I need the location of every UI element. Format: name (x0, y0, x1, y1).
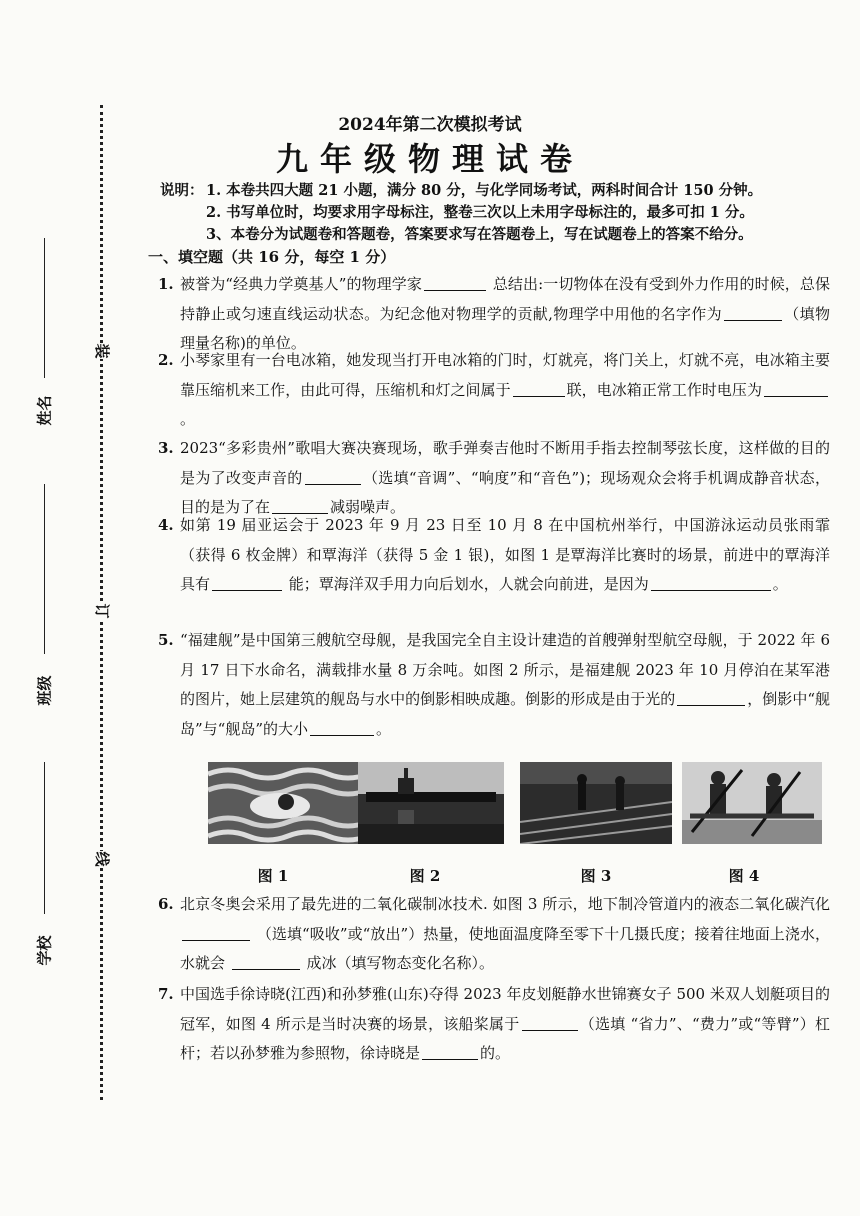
question-5 (158, 626, 830, 744)
question-text: 联，电冰箱正常工作时电压为 (566, 380, 762, 399)
question-text: （选填“音调”、“响度”和“音色”)；现场观众会将手机调成静音状态，目的是为了在 (180, 468, 830, 516)
question-number: 6. (158, 895, 174, 913)
question-text: 。 (180, 410, 196, 428)
question-text: 小琴家里有一台电冰箱，她发现当打开电冰箱的门时，灯就亮，将门关上，灯就不亮，电冰箱主要靠压缩机来工作，由此可得，压缩机和灯之间属于 (180, 351, 830, 399)
answer-blank[interactable] (182, 924, 250, 941)
instruction-item: 3、本卷分为试题卷和答题卷，答案要求写在答题卷上，写在试题卷上的答案不给分。 (206, 226, 753, 243)
question-number: 3. (158, 439, 174, 457)
question-2 (158, 346, 830, 435)
question-number: 1. (158, 275, 174, 293)
question-text: 减弱噪声。 (330, 498, 406, 516)
answer-blank[interactable] (424, 274, 486, 291)
question-text: 。 (376, 719, 392, 738)
question-text: 如第 19 届亚运会于 2023 年 9 月 23 日至 10 月 8 在中国杭州举行，中国游泳运动员张雨霏（获得 6 枚金牌）和覃海洋（获得 5 金 1 银)，如图 1 是覃海洋比赛时的场景，前进中的覃海洋具有 (180, 516, 830, 593)
figure-3-caption: 图 3 (580, 867, 612, 885)
question-text: 被誉为“经典力学奠基人”的物理学家 (180, 275, 422, 293)
question-number: 7. (158, 985, 174, 1003)
question-text: （选填“吸收”或“放出”）热量，使地面温度降至零下十几摄氏度；接着往地面上浇水，水就会 (180, 924, 830, 972)
answer-blank[interactable] (724, 304, 782, 321)
answer-blank[interactable] (764, 380, 828, 397)
answer-blank[interactable] (310, 719, 374, 736)
figure-4-caption: 图 4 (728, 867, 760, 885)
question-text: 。 (772, 575, 788, 593)
question-7 (158, 980, 830, 1069)
binding-char-ding: 订 (93, 603, 111, 619)
question-text: （填物理量名称)的单位。 (180, 304, 830, 352)
school-write-line[interactable] (44, 762, 45, 914)
answer-blank[interactable] (212, 574, 282, 591)
answer-blank[interactable] (677, 689, 745, 706)
section-heading: 一、填空题（共 16 分，每空 1 分） (148, 248, 396, 266)
school-label: 学校 (35, 935, 54, 966)
paper-title: 九年级物理试卷 (275, 140, 584, 178)
question-text: （选填 “省力”、“费力”或“等臂”）杠杆；若以孙梦雅为参照物，徐诗晓是 (180, 1014, 830, 1062)
question-number: 4. (158, 516, 174, 534)
question-text: 能；覃海洋双手用力向后划水，人就会向前进，是因为 (284, 575, 649, 593)
question-text: 的。 (480, 1044, 511, 1062)
name-write-line[interactable] (44, 238, 45, 378)
question-6 (158, 890, 830, 979)
class-write-line[interactable] (44, 484, 45, 654)
question-text: 成冰（填写物态变化名称）。 (301, 954, 495, 972)
instructions (160, 180, 840, 246)
binding-char-zhuang: 装 (93, 343, 111, 359)
figure-1-caption: 图 1 (257, 867, 289, 885)
exam-title: 2024年第二次模拟考试 (338, 115, 522, 135)
name-label: 姓名 (35, 395, 54, 426)
question-text: 2023“多彩贵州”歌唱大赛决赛现场，歌手弹奏吉他时不断用手指去控制琴弦长度，这样做的目的是为了改变声音的 (180, 439, 830, 487)
question-text: 总结出:一切物体在没有受到外力作用的时候，总保持静止或匀速直线运动状态。为纪念他对物理学的贡献,物理学中用他的名字作为 (180, 275, 830, 323)
figure-4-canoe-image (682, 762, 822, 844)
figure-3-ice-rink-image (520, 762, 672, 844)
figure-2-carrier-image (358, 762, 504, 844)
question-number: 2. (158, 351, 174, 369)
instruction-item: 1. 本卷共四大题 21 小题，满分 80 分，与化学同场考试，两科时间合计 150 分钟。 (206, 182, 763, 199)
answer-blank[interactable] (651, 574, 771, 591)
answer-blank[interactable] (422, 1043, 478, 1060)
answer-blank[interactable] (513, 380, 565, 397)
question-number: 5. (158, 631, 174, 649)
figure-1-swimmer-image (208, 762, 358, 844)
answer-blank[interactable] (522, 1014, 578, 1031)
answer-blank[interactable] (232, 953, 300, 970)
question-4 (158, 511, 830, 600)
question-text: 中国选手徐诗晓(江西)和孙梦雅(山东)夺得 2023 年皮划艇静水世锦赛女子 500 米双人划艇项目的冠军，如图 4 所示是当时决赛的场景，该船桨属于 (180, 985, 830, 1033)
figure-2-caption: 图 2 (409, 867, 441, 885)
binding-char-xian: 线 (93, 851, 111, 867)
question-3 (158, 434, 830, 523)
question-text: 北京冬奥会采用了最先进的二氧化碳制冰技术. 如图 3 所示，地下制冷管道内的液态二氧化碳汽化 (180, 895, 830, 913)
answer-blank[interactable] (305, 468, 361, 485)
question-text: ，倒影中“舰岛”与“舰岛”的大小 (180, 690, 830, 738)
figure-row (208, 762, 828, 858)
question-text: “福建舰”是中国第三艘航空母舰，是我国完全自主设计建造的首艘弹射型航空母舰，于 2022 年 6 月 17 日下水命名，满载排水量 8 万余吨。如图 2 所示，是福建舰 2023 年 10 月停泊在某军港的图片，她上层建筑的舰岛与水中的倒影相映成趣。倒影的形成是由于光的 (180, 631, 830, 708)
instructions-lead: 说明： (160, 182, 204, 199)
instruction-item: 2. 书写单位时，均要求用字母标注，整卷三次以上未用字母标注的，最多可扣 1 分。 (206, 204, 754, 221)
class-label: 班级 (35, 675, 54, 706)
